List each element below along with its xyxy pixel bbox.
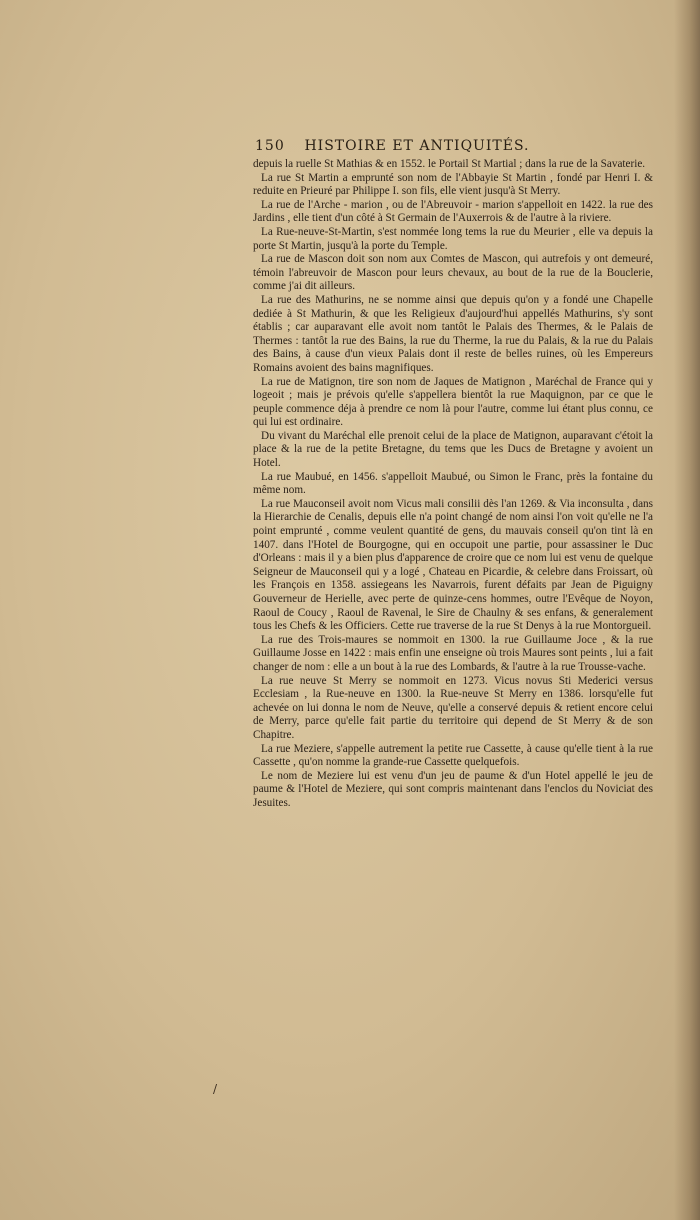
paragraph: La rue Maubué, en 1456. s'appelloit Maubué, ou Simon le Franc, près la fontaine du même nom. — [253, 470, 653, 497]
paragraph: Le nom de Meziere lui est venu d'un jeu de paume & d'un Hotel appellé le jeu de paume & l'Hotel de Meziere, qui sont compris maintenant dans l'enclos du Noviciat des Jesuites. — [253, 769, 653, 809]
paragraph: La rue Meziere, s'appelle autrement la petite rue Cassette, à cause qu'elle tient à la rue Cassette , qu'on nomme la grande-rue Cassette quelquefois. — [253, 742, 653, 769]
page-edge-shadow — [674, 0, 700, 1220]
paragraph: La rue de Mascon doit son nom aux Comtes de Mascon, qui autrefois y ont demeuré, témoin l'abreuvoir de Mascon pour leurs chevaux, au bout de la rue de la Bouclerie, comme j'ai dit ailleurs. — [253, 253, 653, 293]
margin-mark: / — [213, 1082, 218, 1096]
paragraph: La rue des Trois-maures se nommoit en 1300. la rue Guillaume Joce , & la rue Guillaume Josse en 1422 : mais enfin une enseigne où trois Maures sont peints , lui a fait changer de nom : elle a un bout à la rue des Lombards, & l'autre à la rue Trousse-vache. — [253, 633, 653, 673]
paragraph: La rue Mauconseil avoit nom Vicus mali consilii dès l'an 1269. & Via inconsulta , dans la Hierarchie de Cenalis, depuis elle n'a point changé de nom ainsi l'on voit qu'elle ne l'a point emprunté , comme veulent quantité de gens, du mauvais conseil qu'on tint là en 1407. dans l'Hotel de Bourgogne, qui en occupoit une partie, pour assassiner le Duc d'Orleans : mais il y a bien plus d'apparence de croire que ce nom lui est venu de quelque Seigneur de Mauconseil qui y a logé , Chateau en Picardie, & celebre dans Froissart, où les François en 1358. assiegeans les Navarrois, furent défaits par Jean de Piguigny Gouverneur de Herielle, avec perte de quinze-cens hommes, outre l'Evêque de Noyon, Raoul de Coucy , Raoul de Ravenal, le Sire de Chaulny & ses enfans, & generalement tous les Chefs & les Officiers. Cette rue traverse de la rue St Denys à la rue Montorgueil. — [253, 497, 653, 633]
paragraph: La rue de Matignon, tire son nom de Jaques de Matignon , Maréchal de France qui y logeoit ; mais je prévois qu'elle s'appellera bientôt la rue Maquignon, par ce que le peuple commence déja à prendre ce nom là pour l'autre, comme lui étant plus connu, ce qui lui est ordinaire. — [253, 375, 653, 429]
paragraph: La Rue-neuve-St-Martin, s'est nommée long tems la rue du Meurier , elle va depuis la porte St Martin, jusqu'à la porte du Temple. — [253, 225, 653, 252]
running-title: HISTOIRE ET ANTIQUITÉS. — [304, 138, 530, 154]
page-number: 150 — [255, 138, 285, 154]
paragraph: La rue neuve St Merry se nommoit en 1273. Vicus novus Sti Mederici versus Ecclesiam , la Rue-neuve en 1300. la Rue-neuve St Merry en 1386. lorsqu'elle fut achevée on lui donna le nom de Neuve, qu'elle a conservé depuis & retient encore celui de Merry, parce qu'elle fait partie du territoire qui depend de St Merry & de son Chapitre. — [253, 674, 653, 741]
paragraph: depuis la ruelle St Mathias & en 1552. le Portail St Martial ; dans la rue de la Savaterie. — [253, 158, 646, 170]
body-text — [253, 158, 653, 811]
paragraph: La rue St Martin a emprunté son nom de l'Abbayie St Martin , fondé par Henri I. & reduite en Prieuré par Philippe I. son fils, elle vient jusqu'à St Merry. — [253, 171, 653, 198]
paragraph: La rue des Mathurins, ne se nomme ainsi que depuis qu'on y a fondé une Chapelle dediée à St Mathurin, & que les Religieux d'aujourd'hui appellés Mathurins, s'y sont établis ; car auparavant elle avoit nom tantôt le Palais des Thermes, & le Palais de Thermes : tantôt la rue des Bains, la rue du Therme, la rue du Palais, & la rue du Palais des Bains, à cause d'un vieux Palais dont il reste de belles ruines, où les Empereurs Romains avoient des bains magnifiques. — [253, 293, 653, 374]
paragraph: Du vivant du Maréchal elle prenoit celui de la place de Matignon, auparavant c'étoit la place & la rue de la petite Bretagne, du tems que les Ducs de Bretagne y avoient un Hotel. — [253, 429, 653, 470]
paragraph: La rue de l'Arche - marion , ou de l'Abreuvoir - marion s'appelloit en 1422. la rue des Jardins , elle tient d'un côté à St Germain de l'Auxerrois & de l'autre à la riviere. — [253, 198, 653, 225]
page-header — [255, 138, 655, 154]
